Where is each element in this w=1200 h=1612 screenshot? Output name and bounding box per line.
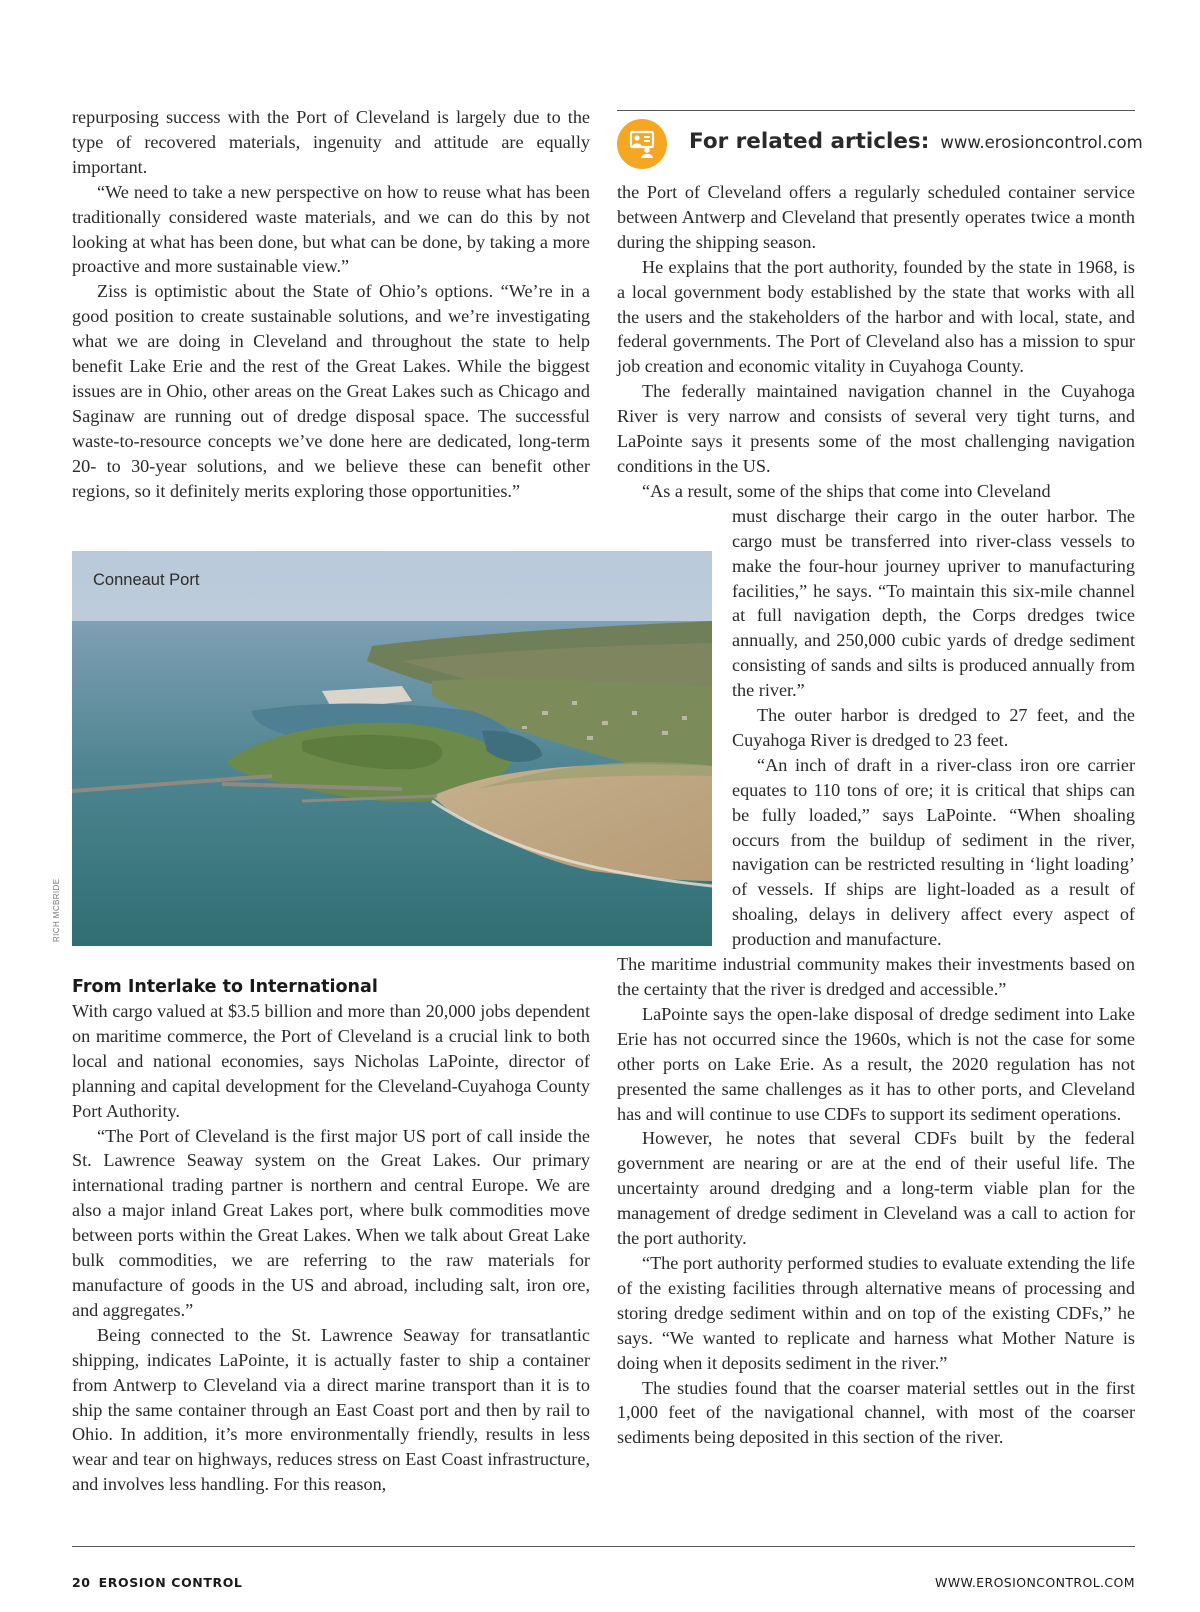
paragraph: The federally maintained navigation channel in the Cuyahoga River is very narrow and consists of several very tight turns, and LaPointe says it presents some of the most challenging navigation conditions in the US. <box>617 381 1135 476</box>
footer-folio <box>72 1575 243 1590</box>
related-link[interactable]: www.erosioncontrol.com <box>940 133 1143 152</box>
paragraph: LaPointe says the open-lake disposal of dredge sediment into Lake Erie has not occurred since the 1960s, which is not the case for some other ports on Lake Erie. As a result, the 2020 regulation has not presented the same challenges as it has to other ports, and Cleveland has and will continue to use CDFs to support its sediment operations. <box>617 1003 1135 1124</box>
section-heading: From Interlake to International <box>72 977 378 997</box>
paragraph: Ziss is optimistic about the State of Ohio’s options. “We’re in a good position to create sustainable solutions, and we’re investigating what we are doing in Cleveland and throughout the state to help benefit Lake Erie and the rest of the Great Lakes. While the biggest issues are in Ohio, other areas on the Great Lakes such as Chicago and Saginaw are running out of dredge disposal space. The successful waste-to-resource concepts we’ve done here are dedicated, long-term 20- to 30-year solutions, and we believe these can benefit other regions, so it definitely merits exploring those opportunities.” <box>72 281 590 501</box>
footer-website[interactable]: WWW.EROSIONCONTROL.COM <box>934 1575 1135 1590</box>
left-column-bottom <box>72 975 590 1497</box>
left-column-top <box>72 105 590 504</box>
paragraph: “We need to take a new perspective on how to reuse what has been traditionally considered waste materials, and we can do this by not looking at what has been done, but what can be done, by taking a more proactive and more sustainable view.” <box>72 181 590 277</box>
paragraph: The maritime industrial community makes their investments based on the certainty that the river is dredged and accessible.” <box>617 954 1135 999</box>
paragraph: the Port of Cleveland offers a regularly scheduled container service between Antwerp and Cleveland that presently operates twice a month during the shipping season. <box>617 182 1135 252</box>
paragraph: must discharge their cargo in the outer harbor. The cargo must be transferred into river-class vessels to make the four-hour journey upriver to manufacturing facilities,” he says. “To maintain this six-mile channel at full navigation depth, the Corps dredges twice annually, and 250,000 cubic yards of dredge sediment consisting of sands and silts is produced annually from the river.” <box>732 505 1135 701</box>
photo-wrap-text <box>617 504 1135 952</box>
paragraph: “The port authority performed studies to evaluate extending the life of the existing facilities through alternative means of processing and storing dredge sediment within and on top of the existing CDFs,” he says. “We wanted to replicate and harness what Mother Nature is doing when it deposits sediment in the river.” <box>617 1252 1135 1373</box>
paragraph: “The Port of Cleveland is the first major US port of call inside the St. Lawrence Seaway system on the Great Lakes. Our primary international trading partner is northern and central Europe. We are also a major inland Great Lakes port, where bulk commodities move between ports within the Great Lakes. When we talk about Great Lake bulk commodities, we are referring to the raw materials for manufacture of goods in the US and abroad, including salt, iron ore, and aggregates.” <box>72 1125 590 1320</box>
right-column <box>617 180 1135 1450</box>
paragraph: He explains that the port authority, founded by the state in 1968, is a local government body established by the state that works with all the users and the stakeholders of the harbor and with local, state, and federal governments. The Port of Cleveland also has a mission to spur job creation and economic vitality in Cuyahoga County. <box>617 256 1135 377</box>
paragraph: “As a result, some of the ships that come into Cleveland <box>642 480 1051 501</box>
paragraph: With cargo valued at $3.5 billion and more than 20,000 jobs dependent on maritime commerce, the Port of Cleveland is a crucial link to both local and national economies, says Nicholas LaPointe, director of planning and capital development for the Cleveland-Cuyahoga County Port Authority. <box>72 1001 590 1121</box>
paragraph: Being connected to the St. Lawrence Seaway for transatlantic shipping, indicates LaPointe, it is actually faster to ship a container from Antwerp to Cleveland via a direct marine transport than it is to ship the same container through an East Coast port and then by rail to Ohio. In addition, it’s more environmentally friendly, results in less wear and tear on highways, reduces stress on East Coast infrastructure, and involves less handling. For this reason, <box>72 1324 590 1495</box>
paragraph: However, he notes that several CDFs built by the federal government are nearing or are at the end of their useful life. The uncertainty around dredging and a long-term viable plan for the management of dredge sediment in Cleveland was a call to action for the port authority. <box>617 1128 1135 1249</box>
aerial-harbor-image <box>72 551 712 946</box>
publication-name: EROSION CONTROL <box>98 1575 243 1590</box>
photo-credit: RICH MCBRIDE <box>52 878 61 942</box>
page-number: 20 <box>72 1575 91 1590</box>
paragraph: The studies found that the coarser material settles out in the first 1,000 feet of the navigational channel, with most of the coarser sediments being deposited in this section of the river. <box>617 1377 1135 1448</box>
footer-rule <box>72 1546 1135 1547</box>
people-presentation-icon <box>617 119 667 169</box>
related-rule <box>617 110 1135 111</box>
photo-caption: Conneaut Port <box>93 571 200 589</box>
paragraph: “An inch of draft in a river-class iron ore carrier equates to 110 tons of ore; it is critical that ships can be fully loaded,” says LaPointe. “When shoaling occurs from the buildup of sediment in the river, navigation can be restricted resulting in ‘light loading’ of vessels. If ships are light-loaded as a result of shoaling, delays in delivery affect every aspect of production and manufacture. <box>732 754 1135 950</box>
paragraph: repurposing success with the Port of Cleveland is largely due to the type of recovered materials, ingenuity and attitude are equally important. <box>72 107 590 177</box>
related-label: For related articles: <box>689 129 930 154</box>
aerial-photo <box>72 551 712 946</box>
related-articles <box>689 129 1143 154</box>
paragraph: The outer harbor is dredged to 27 feet, and the Cuyahoga River is dredged to 23 feet. <box>732 705 1135 750</box>
